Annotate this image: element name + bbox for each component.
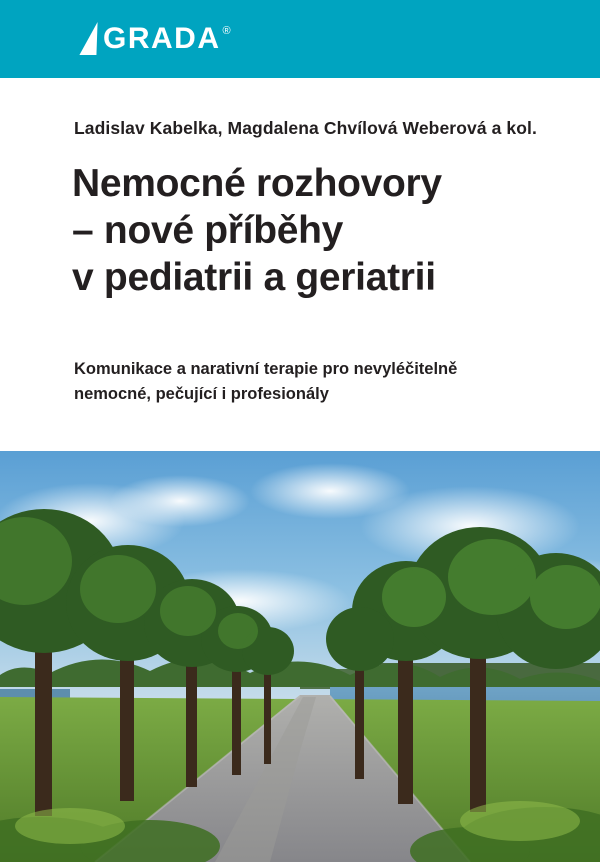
- book-authors: Ladislav Kabelka, Magdalena Chvílová Weberová a kol.: [74, 118, 537, 138]
- publisher-name: GRADA: [103, 22, 221, 55]
- title-line-1: Nemocné rozhovory: [72, 162, 442, 205]
- cover-text-area: [0, 78, 600, 451]
- publisher-logo: [80, 22, 231, 58]
- book-title: [72, 160, 572, 301]
- photo-illustration: [0, 451, 600, 862]
- trademark-symbol: ®: [222, 25, 231, 37]
- subtitle-line-1: Komunikace a narativní terapie pro nevyléčitelně: [74, 360, 458, 378]
- grada-triangle-logo-icon: [79, 22, 97, 55]
- title-line-3: v pediatrii a geriatrii: [72, 256, 436, 299]
- publisher-band: [0, 0, 600, 78]
- subtitle-line-2: nemocné, pečující i profesionály: [74, 385, 329, 403]
- title-line-2: – nové příběhy: [72, 209, 344, 252]
- book-subtitle: [74, 357, 574, 407]
- cover-photograph: [0, 451, 600, 862]
